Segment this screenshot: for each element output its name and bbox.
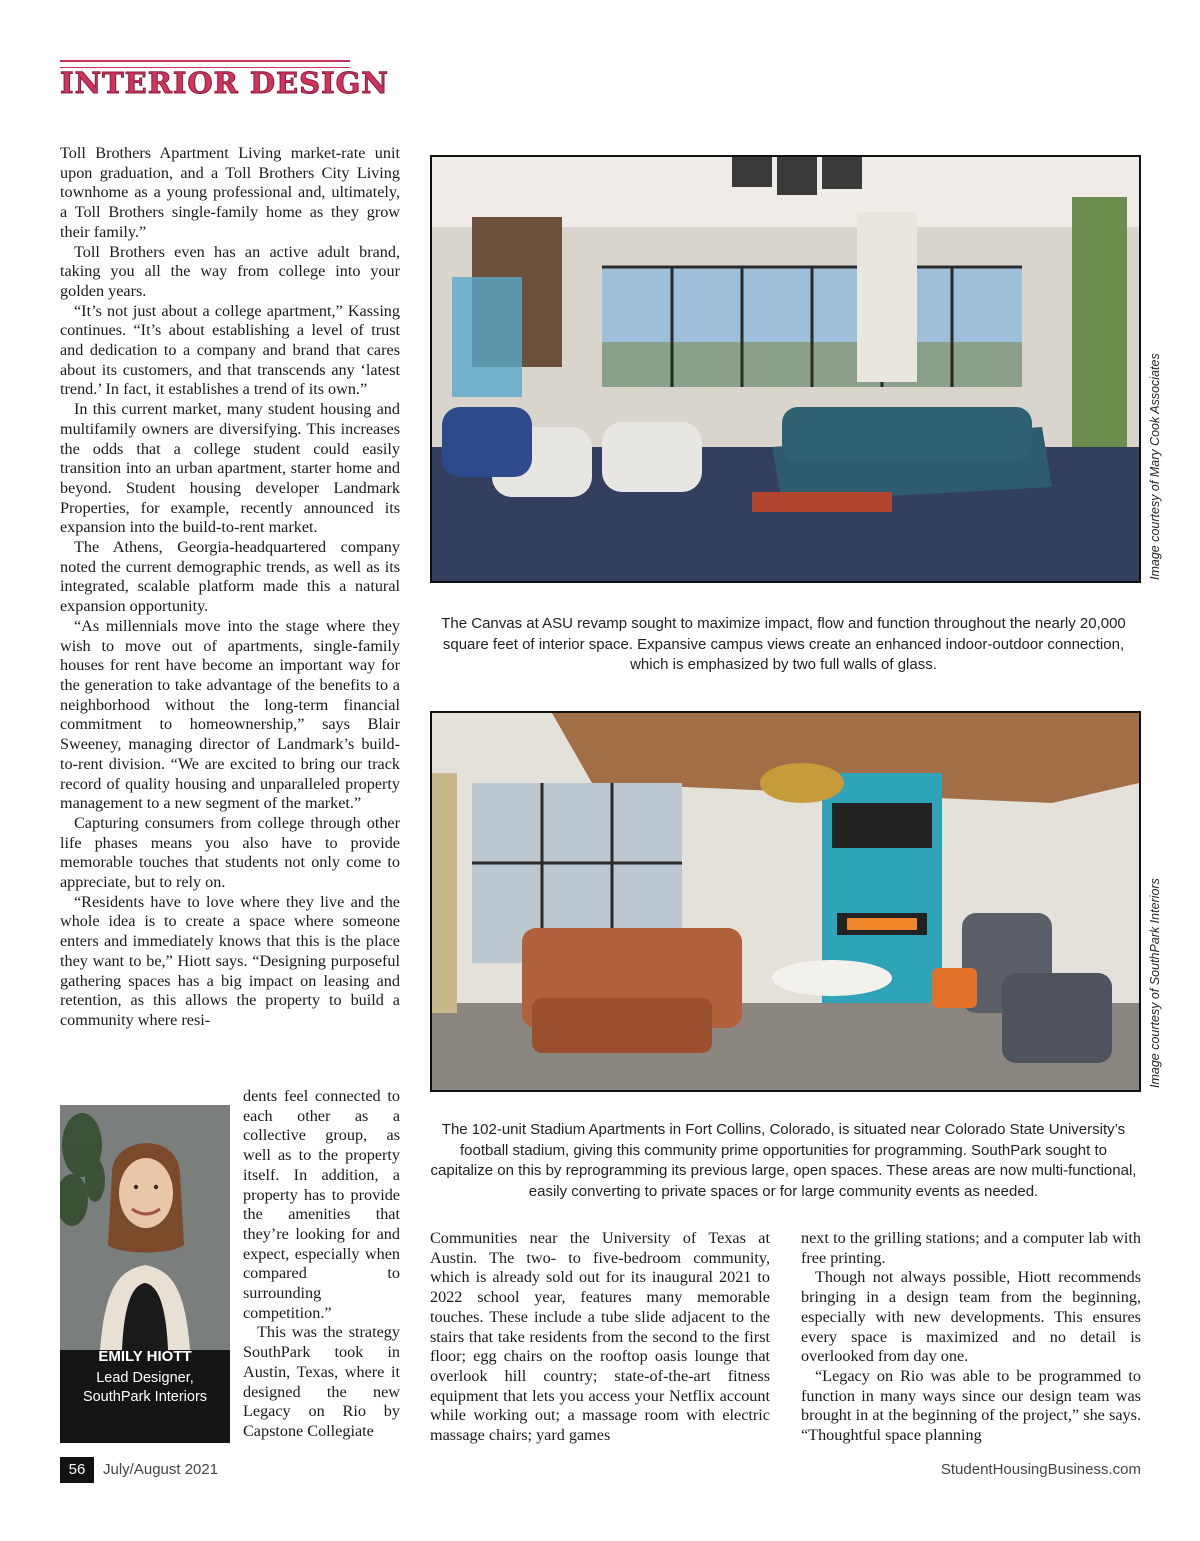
page-number: 56 bbox=[60, 1457, 94, 1483]
paragraph: “Residents have to love where they live and the whole idea is to create a space where someone enters and immediately knows that this is the place they want to be,” Hiott says. “Designing purposeful gathering spaces has a big impact on leasing and retention, as this allows the property to build a community where resi- bbox=[60, 892, 400, 1029]
portrait-name: EMILY HIOTT bbox=[98, 1348, 192, 1365]
right-column bbox=[801, 1229, 1141, 1446]
paragraph: “It’s not just about a college apartment,” Kassing continues. “It’s about establishing a level of trust and dedication to a company and brand that cares about its customers, and that transcends any ‘latest trend.’ In fact, it establishes a trend of its own.” bbox=[60, 301, 400, 399]
issue-date: July/August 2021 bbox=[103, 1461, 219, 1478]
paragraph: Though not always possible, Hiott recommends bringing in a design team from the beginning, especially with new developments. This ensures every space is maximized and no detail is overlooked from day one. bbox=[801, 1268, 1141, 1366]
portrait-company: SouthPark Interiors bbox=[82, 1389, 208, 1405]
photo-credit: Image courtesy of SouthPark Interiors bbox=[1148, 878, 1162, 1088]
paragraph: The Athens, Georgia-headquartered company noted the current demographic trends, as well as its integrated, scalable platform made this a natural expansion opportunity. bbox=[60, 538, 400, 616]
paragraph: This was the strategy SouthPark took in Austin, Texas, where it designed the new Legacy on Rio by Capstone Collegiate bbox=[243, 1323, 400, 1440]
left-column bbox=[60, 144, 400, 1031]
photo-stadium-apartments-lounge bbox=[430, 711, 1141, 1092]
paragraph: Capturing consumers from college through other life phases means you also have to provide memorable touches that students not only come to appreciate, but to rely on. bbox=[60, 813, 400, 892]
paragraph: Toll Brothers Apartment Living market-rate unit upon graduation, and a Toll Brothers City Living townhome as a young professional and, ultimately, a Toll Brothers single-family home as they grow their family.” bbox=[60, 144, 400, 241]
photo-canvas-asu-lounge bbox=[430, 155, 1141, 583]
photo-caption: The 102-unit Stadium Apartments in Fort Collins, Colorado, is situated near Colorado State University’s football stadium, giving this community prime opportunities for programming. SouthPark sought to capitalize on this by reprogramming its previous large, open spaces. These areas are now multi-functional, easily converting to private spaces or for large community events as needed. bbox=[430, 1121, 1137, 1200]
website-link[interactable]: StudentHousingBusiness.com bbox=[940, 1461, 1141, 1478]
middle-column bbox=[430, 1229, 770, 1446]
photo-caption: The Canvas at ASU revamp sought to maximize impact, flow and function throughout the nearly 20,000 square feet of interior space. Expansive campus views create an enhanced indoor-outdoor connection, which is emphasized by two full walls of glass. bbox=[441, 615, 1126, 673]
lounge-illustration bbox=[432, 713, 1139, 1090]
paragraph: In this current market, many student housing and multifamily owners are diversifying. This increases the odds that a college student could easily transition into an urban apartment, starter home and beyond. Student housing developer Landmark Properties, for example, recently announced its expansion into the build-to-rent market. bbox=[60, 400, 400, 537]
paragraph: dents feel connected to each other as a collective group, as well as to the property itself. In addition, a property has to provide the amenities that they’re looking for and expect, especially when compared to surrounding competition.” bbox=[243, 1087, 400, 1322]
paragraph: Toll Brothers even has an active adult brand, taking you all the way from college into your golden years. bbox=[60, 242, 400, 300]
paragraph: Communities near the University of Texas at Austin. The two- to five-bedroom community, which is already sold out for its inaugural 2021 to 2022 school year, features many memorable touches. These include a tube slide adjacent to the stairs that take residents from the second to the first floor; egg chairs on the rooftop oasis lounge that overlook hill country; state-of-the-art fitness equipment that lets you access your Netflix account while working out; a massage room with electric massage chairs; yard games bbox=[430, 1229, 770, 1445]
paragraph: next to the grilling stations; and a computer lab with free printing. bbox=[801, 1229, 1141, 1267]
portrait-role: Lead Designer, bbox=[96, 1370, 194, 1386]
left-wrap-column bbox=[243, 1087, 400, 1442]
paragraph: “As millennials move into the stage where they wish to move out of apartments, single-family houses for rent have become an important way for the generation to take advantage of the benefits to a neighborhood without the long-term financial commitment to homeownership,” says Blair Sweeney, managing director of Landmark’s build-to-rent division. “We are excited to bring our track record of quality housing and unparalleled property management to a new segment of the market.” bbox=[60, 616, 400, 813]
lounge-illustration bbox=[432, 157, 1139, 581]
paragraph: “Legacy on Rio was able to be programmed to function in many ways since our design team was brought in at the beginning of the project,” she says. “Thoughtful space planning bbox=[801, 1366, 1141, 1445]
photo-credit: Image courtesy of Mary Cook Associates bbox=[1148, 353, 1162, 580]
section-title: INTERIOR DESIGN bbox=[60, 66, 389, 100]
